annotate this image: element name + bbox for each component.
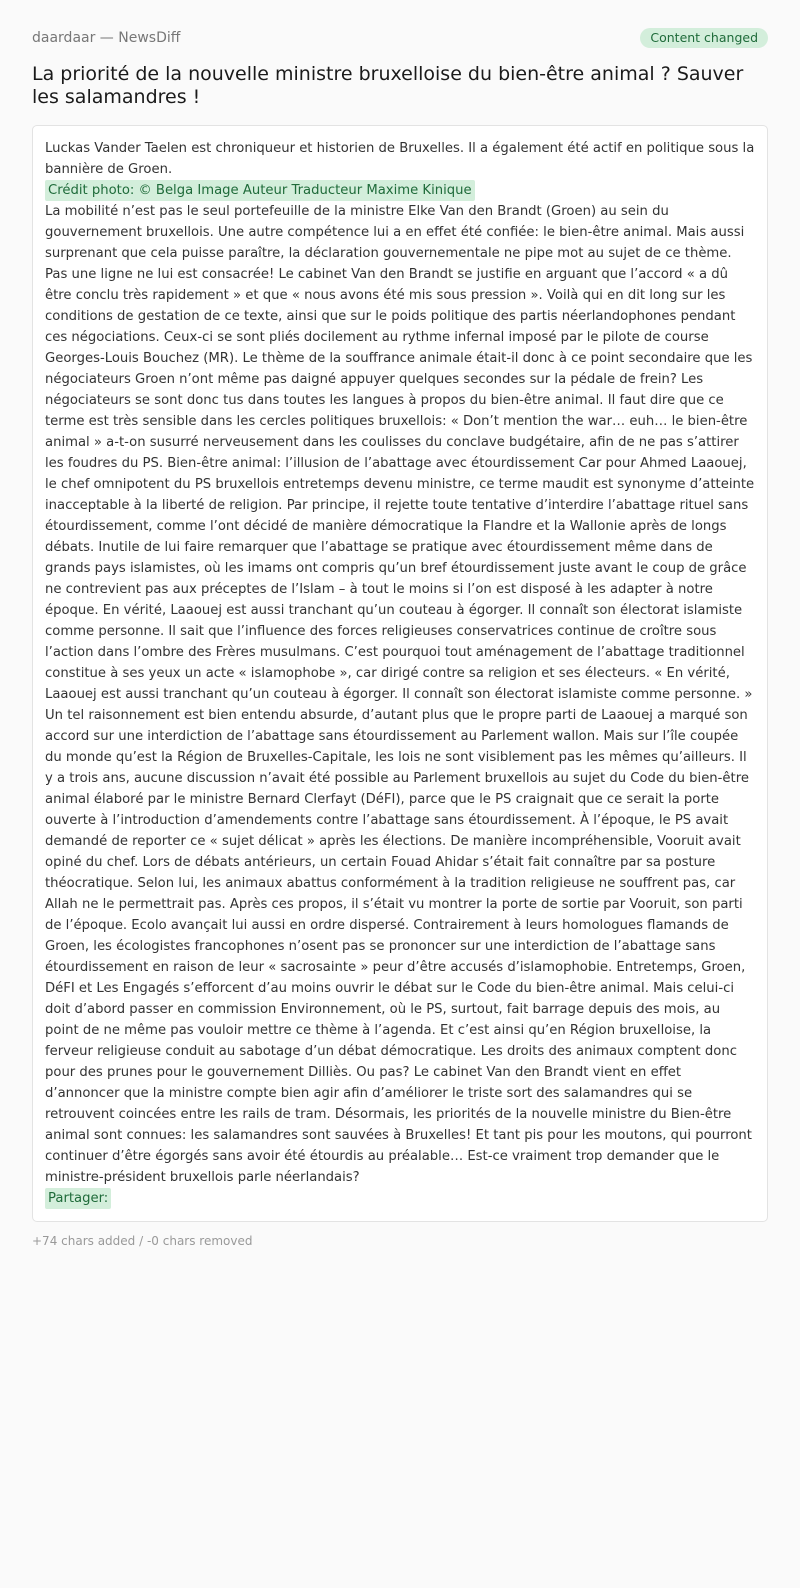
added-photo-credit: Crédit photo: © Belga Image Auteur Traducteur Maxime Kinique <box>45 180 475 201</box>
header <box>32 28 768 48</box>
article-title: La priorité de la nouvelle ministre bruxelloise du bien-être animal ? Sauver les salamandres ! <box>32 63 744 108</box>
diff-content <box>32 125 768 1222</box>
site-name: daardaar — NewsDiff <box>32 30 181 46</box>
added-share-label: Partager: <box>45 1188 111 1209</box>
author-intro: Luckas Vander Taelen est chroniqueur et historien de Bruxelles. Il a également été actif en politique sous la bannière de Groen. <box>45 141 755 177</box>
status-badge: Content changed <box>640 28 768 48</box>
diff-stats: +74 chars added / -0 chars removed <box>32 1234 253 1248</box>
article-body: La mobilité n’est pas le seul portefeuille de la ministre Elke Van den Brandt (Groen) au sein du gouvernement bruxellois. Une autre compétence lui a en effet été confiée: le bien-être animal. Mais aussi surprenant que cela puisse paraître, la déclaration gouvernementale ne pipe mot au sujet de ce thème. Pas une ligne ne lui est consacrée! Le cabinet Van den Brandt se justifie en arguant que l’accord « a dû être conclu très rapidement » et que « nous avons été mis sous pression ». Voilà qui en dit long sur les conditions de gestation de ce texte, ainsi que sur le poids politique des partis néerlandophones pendant ces négociations. Ceux-ci se sont pliés docilement au rythme infernal imposé par le pilote de course Georges-Louis Bouchez (MR). Le thème de la souffrance animale était-il donc à ce point secondaire que les négociateurs Groen n’ont même pas daigné appuyer quelques secondes sur la pédale de frein? Les négociateurs se sont donc tus dans toutes les langues à propos du bien-être animal. Il faut dire que ce terme est très sensible dans les cercles politiques bruxellois: « Don’t mention the war… euh… le bien-être animal » a-t-on susurré nerveusement dans les coulisses du conclave budgétaire, afin de ne pas s’attirer les foudres du PS. Bien-être animal: l’illusion de l’abattage avec étourdissement Car pour Ahmed Laaouej, le chef omnipotent du PS bruxellois entretemps devenu ministre, ce terme maudit est synonyme d’atteinte inacceptable à la liberté de religion. Par principe, il rejette toute tentative d’interdire l’abattage rituel sans étourdissement, comme l’ont décidé de manière démocratique la Flandre et la Wallonie après de longs débats. Inutile de lui faire remarquer que l’abattage se pratique avec étourdissement même dans de grands pays islamistes, où les imams ont compris qu’un bref étourdissement juste avant le coup de grâce ne contrevient pas aux préceptes de l’Islam – à tout le moins si l’on est disposé à les adapter à notre époque. En vérité, Laaouej est aussi tranchant qu’un couteau à égorger. Il connaît son électorat islamiste comme personne. Il sait que l’influence des forces religieuses conservatrices continue de croître sous l’action dans l’ombre des Frères musulmans. C’est pourquoi tout aménagement de l’abattage traditionnel constitue à ses yeux un acte « islamophobe », car dirigé contre sa religion et ses électeurs. « En vérité, Laaouej est aussi tranchant qu’un couteau à égorger. Il connaît son électorat islamiste comme personne. » Un tel raisonnement est bien entendu absurde, d’autant plus que le propre parti de Laaouej a marqué son accord sur une interdiction de l’abattage sans étourdissement au Parlement wallon. Mais sur l’île coupée du monde qu’est la Région de Bruxelles-Capitale, les lois ne sont visiblement pas les mêmes qu’ailleurs. Il y a trois ans, aucune discussion n’avait été possible au Parlement bruxellois au sujet du Code du bien-être animal élaboré par le ministre Bernard Clerfayt (DéFI), parce que le PS craignait que ce serait la porte ouverte à l’introduction d’amendements contre l’abattage sans étourdissement. À l’époque, le PS avait demandé de reporter ce « sujet délicat » après les élections. De manière incompréhensible, Vooruit avait opiné du chef. Lors de débats antérieurs, un certain Fouad Ahidar s’était fait connaître par sa posture théocratique. Selon lui, les animaux abattus conformément à la tradition religieuse ne souffrent pas, car Allah ne le permettrait pas. Après ces propos, il s’était vu montrer la porte de sortie par Vooruit, son parti de l’époque. Ecolo avançait lui aussi en ordre dispersé. Contrairement à leurs homologues flamands de Groen, les écologistes francophones n’osent pas se prononcer sur une interdiction de l’abattage sans étourdissement en raison de leur « sacrosainte » peur d’être accusés d’islamophobie. Entretemps, Groen, DéFI et Les Engagés s’efforcent d’au moins ouvrir le débat sur le Code du bien-être animal. Mais celui-ci doit d’abord passer en commission Environnement, où le PS, surtout, fait barrage depuis des mois, au point de ne même pas vouloir mettre ce thème à l’agenda. Et c’est ainsi qu’en Région bruxelloise, la ferveur religieuse conduit au sabotage d’un débat démocratique. Les droits des animaux comptent donc pour des prunes pour le gouvernement Dilliès. Ou pas? Le cabinet Van den Brandt vient en effet d’annoncer que la ministre compte bien agir afin d’améliorer le triste sort des salamandres qui se retrouvent coincées entre les rails de tram. Désormais, les priorités de la nouvelle ministre du Bien-être animal sont connues: les salamandres sont sauvées à Bruxelles! Et tant pis pour les moutons, qui pourront continuer d’être égorgés sans avoir été étourdis au préalable… Est-ce vraiment trop demander que le ministre-président bruxellois parle néerlandais? <box>45 204 755 1185</box>
